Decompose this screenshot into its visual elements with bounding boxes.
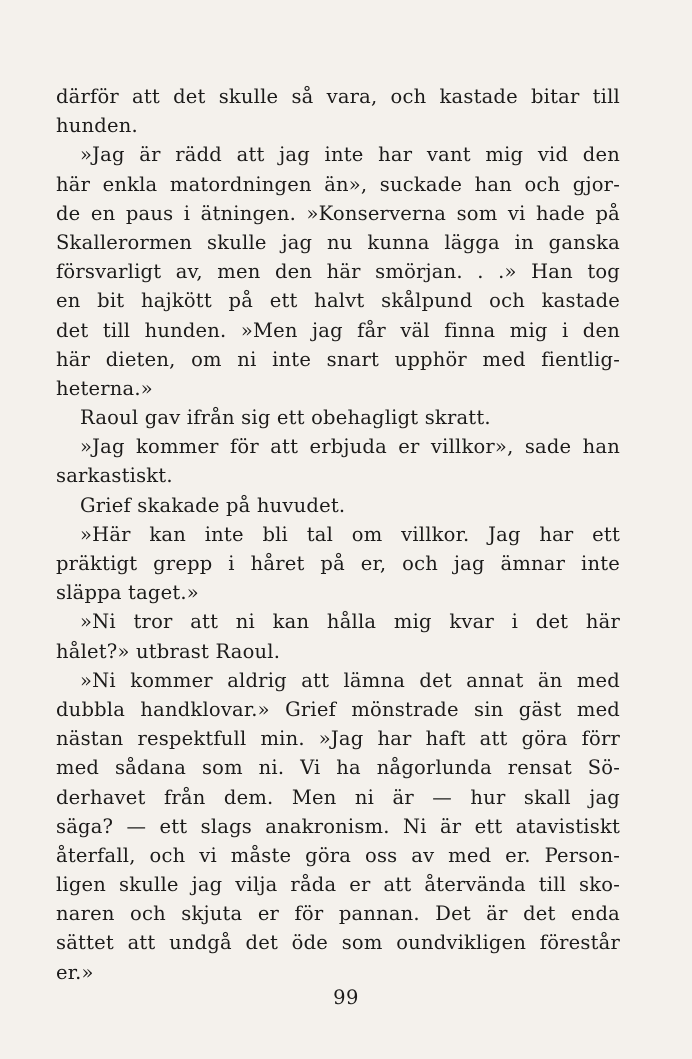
text-line: ligen skulle jag vilja råda er att återvända till sko- [56, 873, 620, 897]
text-line: präktigt grepp i håret på er, och jag ämnar inte [56, 552, 620, 575]
text-line: här dieten, om ni inte snart upphör med fientlig- [56, 347, 620, 371]
text-line: »Ni tror att ni kan hålla mig kvar i det här [80, 610, 620, 634]
text-line: hålet?» utbrast Raoul. [56, 639, 281, 663]
text-line: sättet att undgå det öde som oundvikligen förestår [56, 931, 620, 955]
text-line: med sådana som ni. Vi ha någorlunda rensat Sö- [56, 756, 620, 780]
text-line: derhavet från dem. Men ni är — hur skall jag [56, 785, 620, 809]
text-line: sarkastiskt. [56, 464, 173, 488]
text-line: Skallerormen skulle jag nu kunna lägga in ganska [56, 230, 620, 254]
text-line: därför att det skulle så vara, och kastade bitar till [56, 85, 620, 108]
text-line: en bit hajkött på ett halvt skålpund och kastade [56, 289, 620, 313]
text-line: heterna.» [56, 376, 153, 400]
text-line: nästan respektfull min. »Jag har haft att göra förr [56, 727, 620, 751]
text-line: hunden. [56, 114, 138, 138]
text-line: här enkla matordningen än», suckade han och gjor- [56, 172, 620, 196]
text-line: naren och skjuta er för pannan. Det är det enda [56, 902, 620, 926]
text-line: »Jag kommer för att erbjuda er villkor», sade han [80, 435, 620, 459]
text-line: »Här kan inte bli tal om villkor. Jag har ett [80, 522, 620, 546]
text-line: Raoul gav ifrån sig ett obehagligt skratt. [80, 406, 491, 430]
text-line: återfall, och vi måste göra oss av med er. Person- [56, 843, 620, 867]
text-line: dubbla handklovar.» Grief mönstrade sin gäst med [56, 697, 620, 721]
text-line: försvarligt av, men den här smörjan. . .» Han tog [56, 260, 620, 284]
text-line: de en paus i ätningen. »Konserverna som vi hade på [56, 201, 620, 225]
text-line: säga? — ett slags anakronism. Ni är ett atavistiskt [56, 814, 620, 838]
body-text [56, 82, 620, 987]
page-number: 99 [333, 986, 359, 1009]
text-line: det till hunden. »Men jag får väl finna mig i den [56, 318, 620, 342]
text-line: er.» [56, 960, 94, 984]
text-line: »Ni kommer aldrig att lämna det annat än med [80, 668, 620, 692]
text-line: »Jag är rädd att jag inte har vant mig vid den [80, 143, 620, 167]
text-line: släppa taget.» [56, 581, 199, 605]
text-line: Grief skakade på huvudet. [80, 493, 346, 517]
